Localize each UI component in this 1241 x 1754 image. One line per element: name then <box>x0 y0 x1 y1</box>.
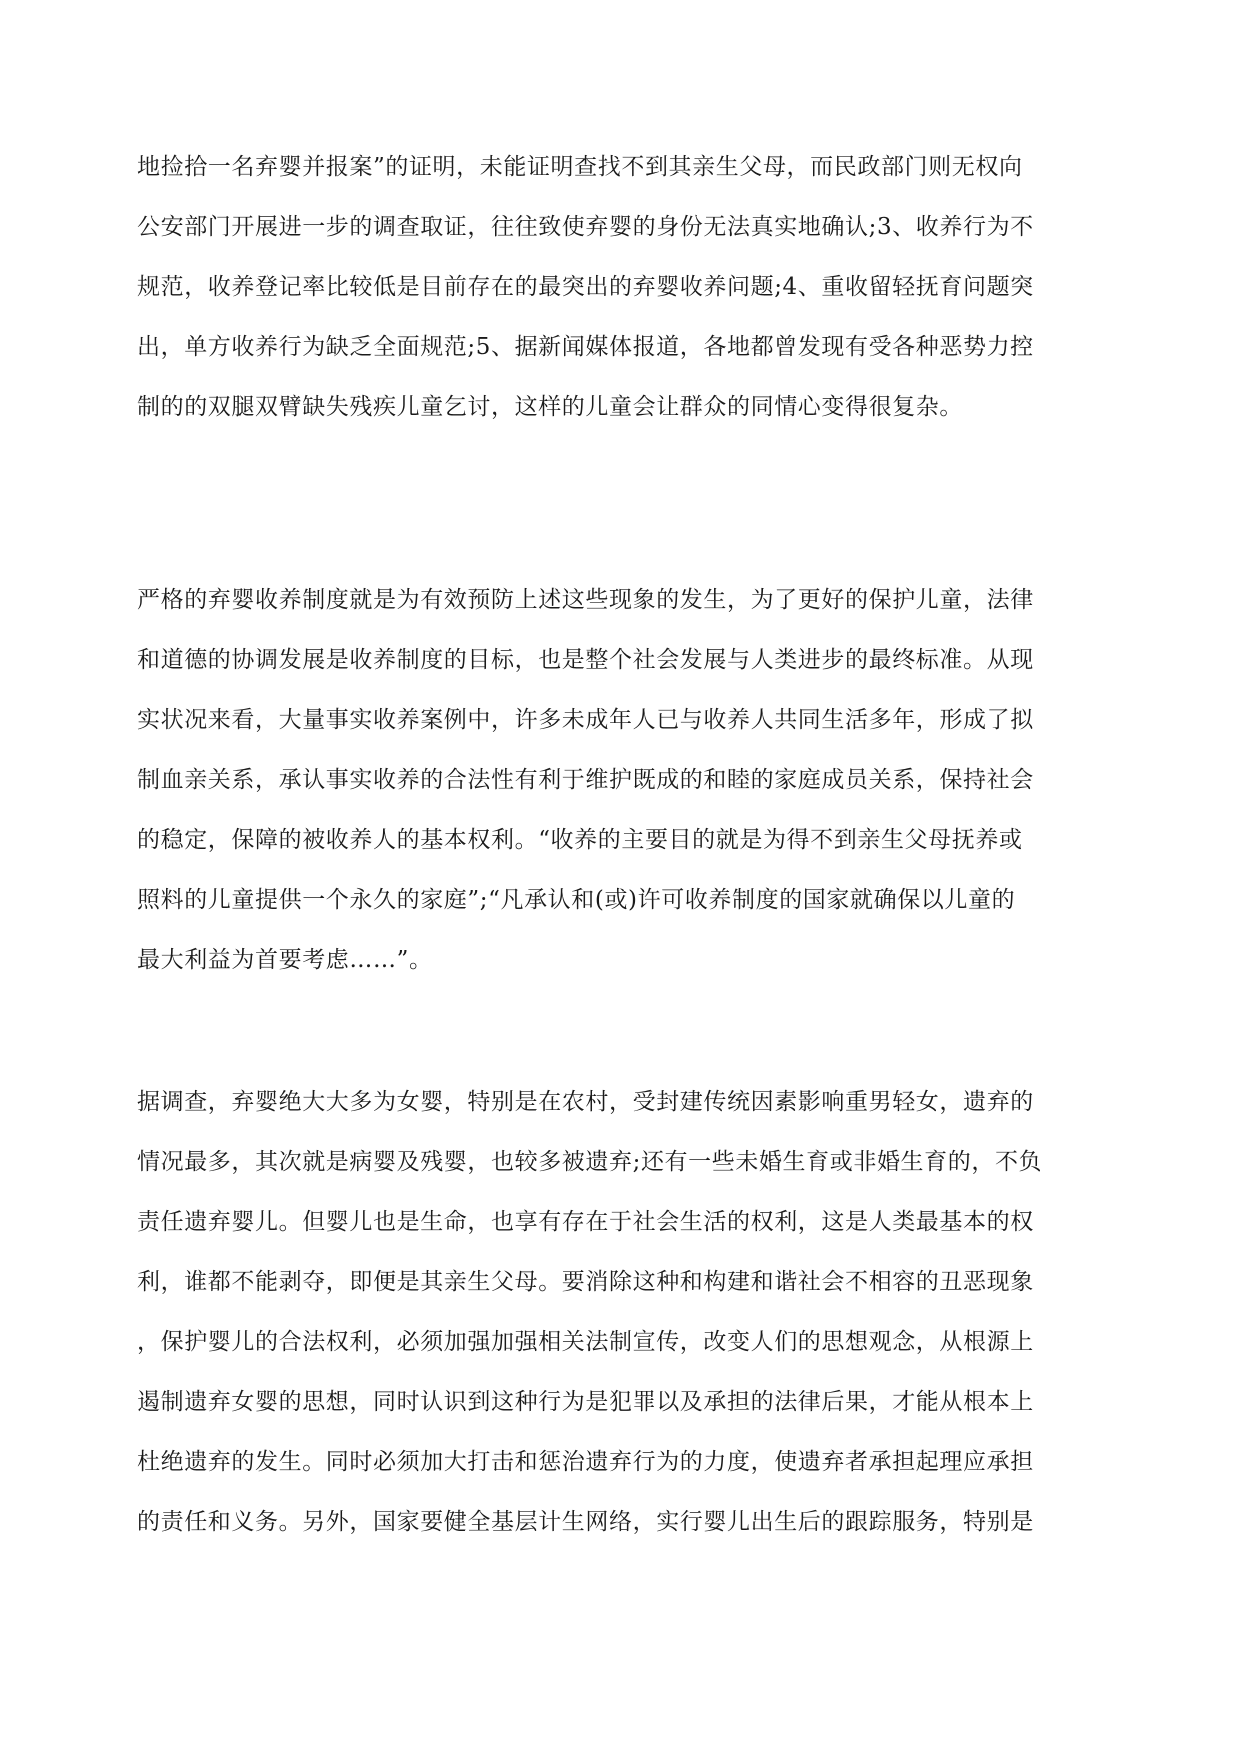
text-line: 利，谁都不能剥夺，即便是其亲生父母。要消除这种和构建和谐社会不相容的丑恶现象 <box>137 1269 1034 1295</box>
text-line: 的稳定，保障的被收养人的基本权利。“收养的主要目的就是为得不到亲生父母抚养或 <box>137 827 1023 853</box>
text-line: 据调查，弃婴绝大大多为女婴，特别是在农村，受封建传统因素影响重男轻女，遗弃的 <box>137 1089 1034 1115</box>
text-line: 照料的儿童提供一个永久的家庭”;“凡承认和(或)许可收养制度的国家就确保以儿童的 <box>137 887 1016 913</box>
paragraph-3 <box>137 1072 1107 1552</box>
text-line: 遏制遗弃女婴的思想，同时认识到这种行为是犯罪以及承担的法律后果，才能从根本上 <box>137 1389 1034 1415</box>
text-line: 规范，收养登记率比较低是目前存在的最突出的弃婴收养问题;4、重收留轻抚育问题突 <box>137 274 1034 300</box>
text-line: 杜绝遗弃的发生。同时必须加大打击和惩治遗弃行为的力度，使遗弃者承担起理应承担 <box>137 1449 1034 1475</box>
text-line: 最大利益为首要考虑……”。 <box>137 947 433 973</box>
text-line: 公安部门开展进一步的调查取证，往往致使弃婴的身份无法真实地确认;3、收养行为不 <box>137 214 1034 240</box>
text-line: 和道德的协调发展是收养制度的目标，也是整个社会发展与人类进步的最终标准。从现 <box>137 647 1034 673</box>
text-line: 地捡拾一名弃婴并报案”的证明，未能证明查找不到其亲生父母，而民政部门则无权向 <box>137 154 1023 180</box>
text-line: ，保护婴儿的合法权利，必须加强加强相关法制宣传，改变人们的思想观念，从根源上 <box>137 1329 1034 1355</box>
text-line: 制血亲关系，承认事实收养的合法性有利于维护既成的和睦的家庭成员关系，保持社会 <box>137 767 1034 793</box>
text-line: 实状况来看，大量事实收养案例中，许多未成年人已与收养人共同生活多年，形成了拟 <box>137 707 1034 733</box>
text-line: 出，单方收养行为缺乏全面规范;5、据新闻媒体报道，各地都曾发现有受各种恶势力控 <box>137 334 1034 360</box>
text-line: 责任遗弃婴儿。但婴儿也是生命，也享有存在于社会生活的权利，这是人类最基本的权 <box>137 1209 1034 1235</box>
text-line: 情况最多，其次就是病婴及残婴，也较多被遗弃;还有一些未婚生育或非婚生育的，不负 <box>137 1149 1043 1175</box>
text-line: 严格的弃婴收养制度就是为有效预防上述这些现象的发生，为了更好的保护儿童，法律 <box>137 587 1034 613</box>
paragraph-2 <box>137 570 1107 990</box>
text-line: 的责任和义务。另外，国家要健全基层计生网络，实行婴儿出生后的跟踪服务，特别是 <box>137 1509 1034 1535</box>
paragraph-1 <box>137 137 1107 437</box>
text-line: 制的的双腿双臂缺失残疾儿童乞讨，这样的儿童会让群众的同情心变得很复杂。 <box>137 394 963 420</box>
